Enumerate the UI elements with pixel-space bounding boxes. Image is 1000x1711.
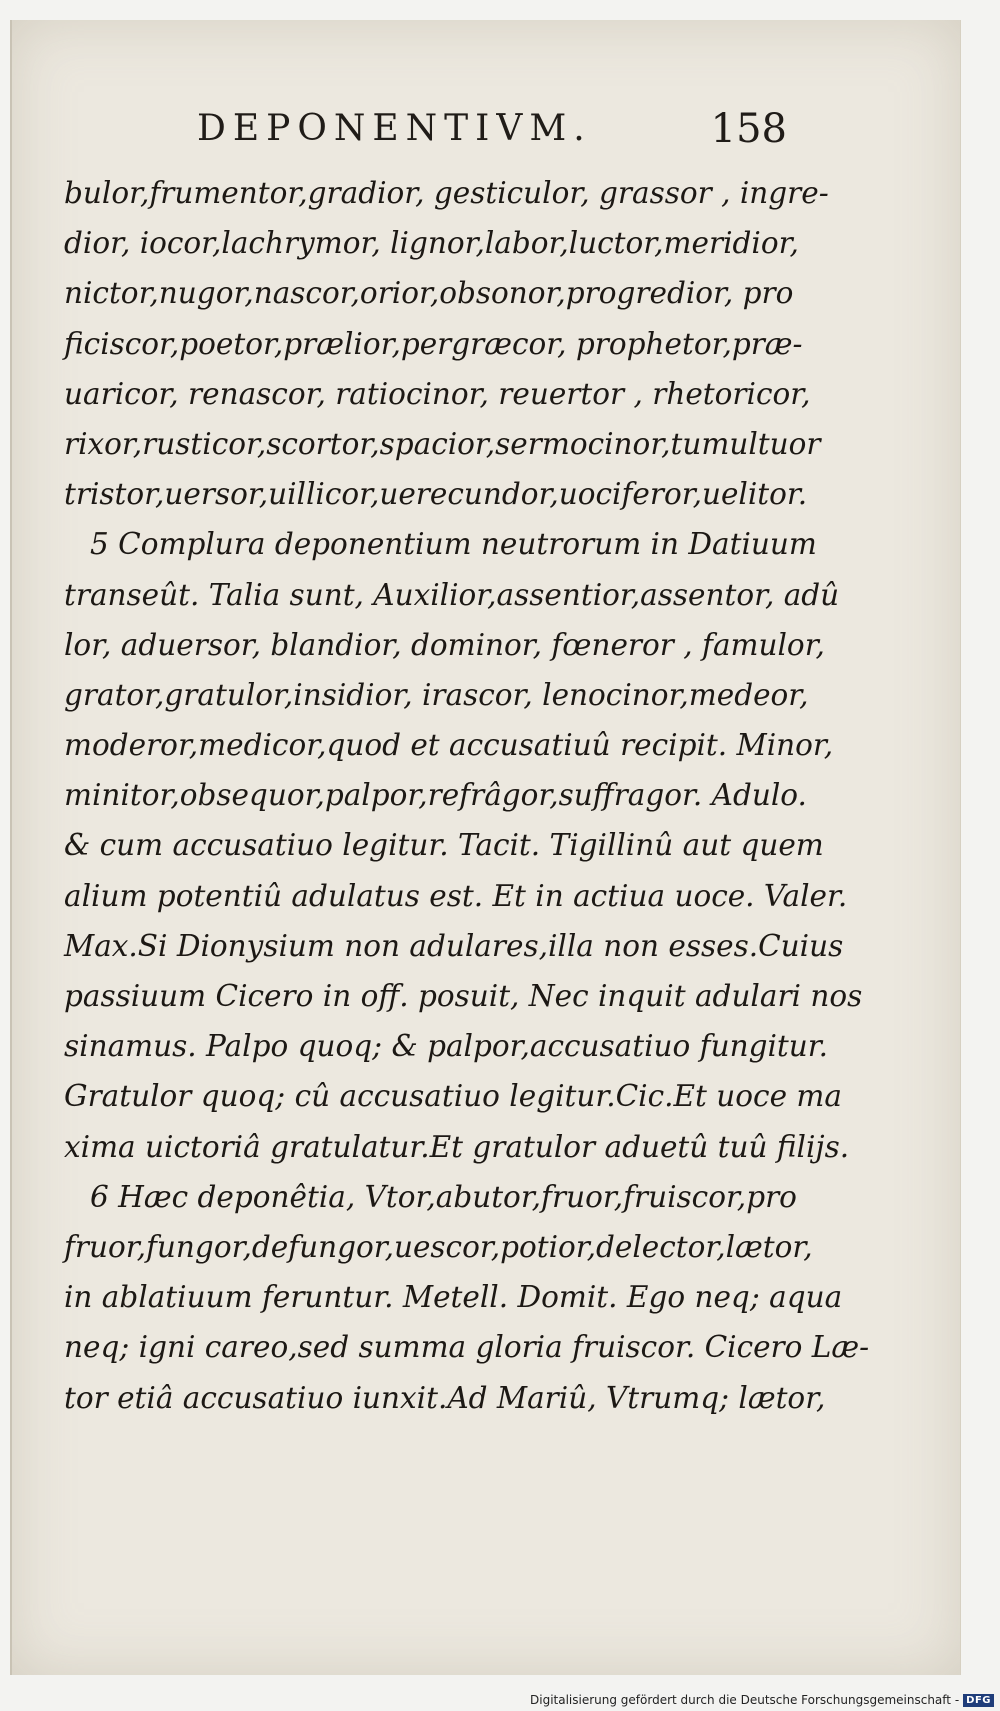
running-head: DEPONENTIVM. [197, 108, 592, 149]
text-line: fruor,fungor,defungor,uescor,potior,delector,lætor, [64, 1229, 813, 1264]
credit-text: Digitalisierung gefördert durch die Deutsche Forschungsgemeinschaft - [530, 1693, 960, 1707]
text-line: lor, aduersor, blandior, dominor, fœneror , famulor, [64, 627, 825, 662]
text-line: in ablatiuum feruntur. Metell. Domit. Ego neq; aqua [64, 1280, 843, 1315]
text-line: rixor,rusticor,scortor,spacior,sermocinor,tumultuor [64, 426, 821, 461]
text-line: alium potentiû adulatus est. Et in actiua uoce. Valer. [64, 878, 848, 913]
text-line: passiuum Cicero in off. posuit, Nec inquit adulari nos [64, 979, 863, 1013]
text-line: minitor,obsequor,palpor,refrâgor,suffragor. Adulo. [64, 778, 807, 813]
text-line-section-start: 6 Hæc deponêtia, Vtor,abutor,fruor,fruiscor,pro [90, 1179, 797, 1214]
text-line: tor etiâ accusatiuo iunxit.Ad Mariû, Vtrumq; lætor, [64, 1380, 826, 1415]
text-line: ficiscor,poetor,prælior,pergræcor, prophetor,præ- [64, 326, 803, 361]
text-line: dior, iocor,lachrymor, lignor,labor,luctor,meridior, [64, 226, 799, 261]
text-line: moderor,medicor,quod et accusatiuû recipit. Minor, [64, 728, 834, 763]
text-line-section-start: 5 Complura deponentium neutrorum in Datiuum [90, 527, 817, 562]
text-line: Max.Si Dionysium non adulares,illa non esses.Cuius [64, 928, 844, 963]
page-header [197, 108, 787, 164]
body-text [64, 168, 870, 1423]
text-line: nictor,nugor,nascor,orior,obsonor,progredior, pro [64, 276, 794, 311]
digitization-credit [530, 1693, 994, 1707]
dfg-logo: DFG [963, 1694, 994, 1707]
text-line: uaricor, renascor, ratiocinor, reuertor , rhetoricor, [64, 376, 811, 411]
text-line: sinamus. Palpo quoq; & palpor,accusatiuo fungitur. [64, 1029, 828, 1064]
text-line: neq; igni careo,sed summa gloria fruiscor. Cicero Læ- [64, 1330, 870, 1365]
text-line: xima uictoriâ gratulatur.Et gratulor aduetû tuû filijs. [64, 1129, 850, 1164]
text-line: Gratulor quoq; cû accusatiuo legitur.Cic.Et uoce ma [64, 1079, 842, 1114]
text-line: bulor,frumentor,gradior, gesticulor, grassor , ingre- [64, 176, 829, 210]
text-line: grator,gratulor,insidior, irascor, lenocinor,medeor, [64, 677, 809, 712]
text-line: & cum accusatiuo legitur. Tacit. Tigillinû aut quem [64, 828, 824, 863]
text-line: tristor,uersor,uillicor,uerecundor,uociferor,uelitor. [64, 477, 808, 512]
page-number: 158 [710, 106, 787, 152]
text-line: transeût. Talia sunt, Auxilior,assentior,assentor, adû [64, 577, 840, 612]
book-page [10, 20, 961, 1675]
